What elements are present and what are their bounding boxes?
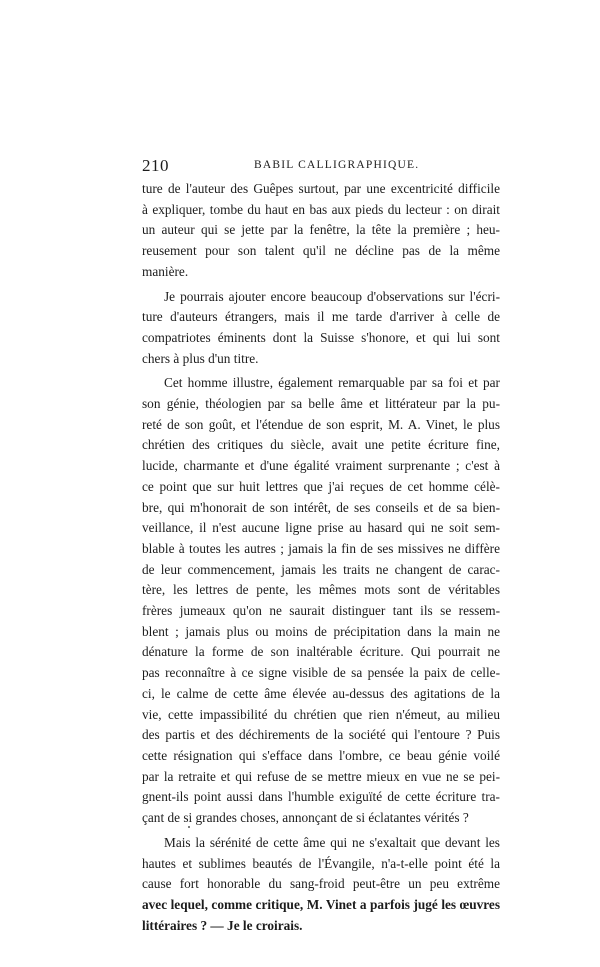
paragraph xyxy=(142,833,500,937)
text-line: littéraires ? — Je le croirais. xyxy=(142,917,303,933)
text-line: hautes et sublimes beautés de l'Évangile, n'a-t-elle point été la xyxy=(142,855,500,871)
page-number: 210 xyxy=(142,156,169,175)
text-line: Je pourrais ajouter encore beaucoup d'observations sur l'écri- xyxy=(164,288,500,304)
text-line: manière. xyxy=(142,263,189,279)
text-line: gnent-ils point aussi dans l'humble exiguïté de cette écriture tra- xyxy=(142,789,500,805)
text-line: Mais la sérénité de cette âme qui ne s'exaltait que devant les xyxy=(164,834,500,850)
text-line: bre, qui m'honorait de son intérêt, de ses conseils et de sa bien- xyxy=(142,499,500,515)
text-line: ture d'auteurs étrangers, mais il me tarde d'arriver à celle de xyxy=(142,309,500,325)
text-line: des partis et des déchirements de la société qui l'entoure ? Puis xyxy=(142,727,500,743)
text-line: un auteur qui se jette par la fenêtre, la tête la première ; heu- xyxy=(142,222,500,238)
text-line: reusement pour son talent qu'il ne décline pas de la même xyxy=(142,243,500,259)
text-line: reté de son goût, et l'étendue de son esprit, M. A. Vinet, le plus xyxy=(142,416,500,432)
text-line: vie, cette impassibilité du chrétien que rien n'émeut, au milieu xyxy=(142,706,500,722)
text-line: frères jumeaux qu'on ne saurait distinguer tant ils se ressem- xyxy=(142,603,500,619)
text-line: tère, les lettres de pente, les mêmes mots sont de véritables xyxy=(142,582,500,598)
paragraph xyxy=(142,287,500,370)
text-line: lucide, charmante et d'une égalité vraiment surprenante ; c'est à xyxy=(142,458,500,474)
text-line: çant de si grandes choses, annonçant de si éclatantes vérités ? xyxy=(142,810,469,826)
paragraph xyxy=(142,373,500,828)
text-line: ce point que sur huit lettres que j'ai reçues de cet homme célè- xyxy=(142,478,500,494)
running-head: BABIL CALLIGRAPHIQUE. xyxy=(254,159,420,171)
paragraph xyxy=(142,179,500,283)
page-header xyxy=(142,156,500,178)
text-line: ture de l'auteur des Guêpes surtout, par une excentricité difficile xyxy=(142,181,500,196)
text-line: ci, le calme de cette âme élevée au-dessus des agitations de la xyxy=(142,685,500,701)
ink-speck xyxy=(188,826,190,828)
text-line: chers à plus d'un titre. xyxy=(142,350,259,366)
text-line: à expliquer, tombe du haut en bas aux pieds du lecteur : on dirait xyxy=(142,201,500,217)
text-line: de leur commencement, jamais les traits ne changent de carac- xyxy=(142,561,500,577)
text-line: blent ; jamais plus ou moins de précipitation dans la main ne xyxy=(142,623,500,639)
text-line: son génie, théologien par sa belle âme et littérateur par la pu- xyxy=(142,396,500,412)
text-line: Cet homme illustre, également remarquable par sa foi et par xyxy=(164,375,500,391)
text-line: chrétien des critiques du siècle, avait une petite écriture fine, xyxy=(142,437,500,453)
text-line: pas reconnaître à ce signe visible de sa pensée la paix de celle- xyxy=(142,665,500,681)
text-line: compatriotes éminents dont la Suisse s'honore, et qui lui sont xyxy=(142,329,500,345)
text-line: cause fort honorable du sang-froid peut-être un peu extrême xyxy=(142,876,500,892)
text-line: veillance, il n'est aucune ligne prise au hasard qui ne soit sem- xyxy=(142,520,500,536)
text-line: cette résignation qui s'efface dans l'ombre, ce beau génie voilé xyxy=(142,747,500,763)
text-line: avec lequel, comme critique, M. Vinet a parfois jugé les œuvres xyxy=(142,896,500,912)
text-line: par la retraite et qui refuse de se mettre mieux en vue ne se pei- xyxy=(142,768,500,784)
text-line: dénature la forme de son inaltérable écriture. Qui pourrait ne xyxy=(142,644,500,660)
text-line: blable à toutes les autres ; jamais la fin de ses missives ne diffère xyxy=(142,540,500,556)
body-text xyxy=(142,179,500,940)
